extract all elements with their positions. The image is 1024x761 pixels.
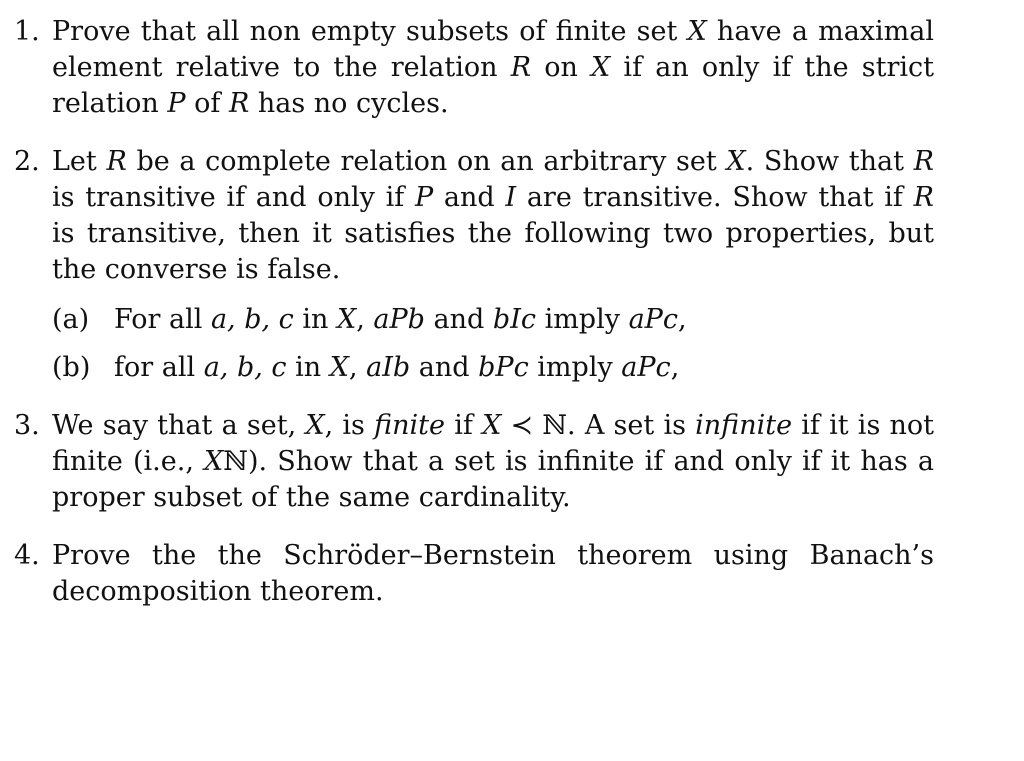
text-run: , [677, 304, 687, 335]
problem-number: 2. [14, 146, 40, 177]
problem-number: 4. [14, 540, 40, 571]
math-symbol: a, b, c [210, 304, 294, 335]
problem-text [52, 16, 934, 119]
math-symbol: R [228, 88, 250, 119]
sub-item-list [52, 302, 934, 386]
math-symbol: R [510, 52, 532, 83]
sub-item-label: (b) [52, 352, 91, 383]
math-symbol: aPc [628, 304, 678, 335]
problem-text [52, 410, 934, 513]
problem-number: 1. [14, 16, 40, 47]
text-run: ℕ). Show that a set is infinite if and only if it has a proper subset of the same cardinality. [52, 446, 935, 513]
math-symbol: aIb [366, 352, 411, 383]
math-symbol: R [106, 146, 127, 177]
math-symbol: I [505, 182, 517, 213]
math-symbol: aPc [621, 352, 671, 383]
text-run: in [293, 304, 337, 335]
math-symbol: X [305, 410, 325, 441]
math-symbol: bIc [492, 304, 536, 335]
text-run: We say that a set, [52, 410, 306, 441]
problem-number: 3. [14, 410, 40, 441]
text-run: . Show that [745, 146, 914, 177]
math-symbol: X [204, 446, 224, 477]
text-run: on [531, 52, 592, 83]
text-run: is transitive if and only if [52, 182, 415, 213]
text-run: in [286, 352, 330, 383]
problem-3 [14, 408, 934, 516]
text-run: has no cycles. [249, 88, 449, 119]
text-run: and [410, 352, 479, 383]
text-run: if [445, 410, 483, 441]
problem-text: Prove the the Schröder–Bernstein theorem using Banach’s decomposition theorem. [52, 540, 934, 607]
problem-text [52, 146, 934, 285]
text-run: if an only if the strict relation [52, 52, 935, 119]
sub-item-a [52, 302, 934, 338]
text-run: Let [52, 146, 107, 177]
math-symbol: X [329, 352, 349, 383]
text-run: For all [114, 304, 211, 335]
text-run: imply [528, 352, 622, 383]
math-symbol: R [913, 182, 934, 213]
text-run: if it is not finite (i.e., [52, 410, 935, 477]
problem-4 [14, 538, 934, 610]
math-symbol: P [414, 182, 434, 213]
text-run: is transitive, then it satisfies the following two properties, but the converse is false. [52, 218, 934, 285]
math-symbol: X [337, 304, 357, 335]
math-symbol: X [482, 410, 502, 441]
text-run: imply [535, 304, 629, 335]
text-run: , [356, 304, 374, 335]
math-symbol: X [591, 52, 611, 83]
math-symbol: X [726, 146, 746, 177]
text-run: ≺ ℕ. A set is [501, 410, 696, 441]
emphasis-term: infinite [695, 410, 793, 441]
text-run: , [670, 352, 680, 383]
text-run: for all [114, 352, 204, 383]
math-symbol: aPb [373, 304, 425, 335]
text-run: , is [324, 410, 375, 441]
text-run: be a complete relation on an arbitrary set [126, 146, 727, 177]
text-run: of [185, 88, 229, 119]
text-run: have a maximal element relative to the relation [52, 16, 934, 83]
text-run: , [348, 352, 367, 383]
text-run: are transitive. Show that if [516, 182, 914, 213]
text-run: and [433, 182, 506, 213]
math-symbol: X [687, 16, 707, 47]
math-symbol: R [913, 146, 935, 177]
text-run: and [424, 304, 493, 335]
problem-set [14, 14, 934, 610]
text-run: Prove that all non empty subsets of finite set [52, 16, 688, 47]
problem-1 [14, 14, 934, 122]
emphasis-term: finite [374, 410, 445, 441]
problem-2 [14, 144, 934, 386]
math-symbol: bPc [478, 352, 529, 383]
sub-item-label: (a) [52, 304, 90, 335]
math-symbol: a, b, c [203, 352, 287, 383]
math-symbol: P [167, 88, 186, 119]
sub-item-b [52, 350, 934, 386]
